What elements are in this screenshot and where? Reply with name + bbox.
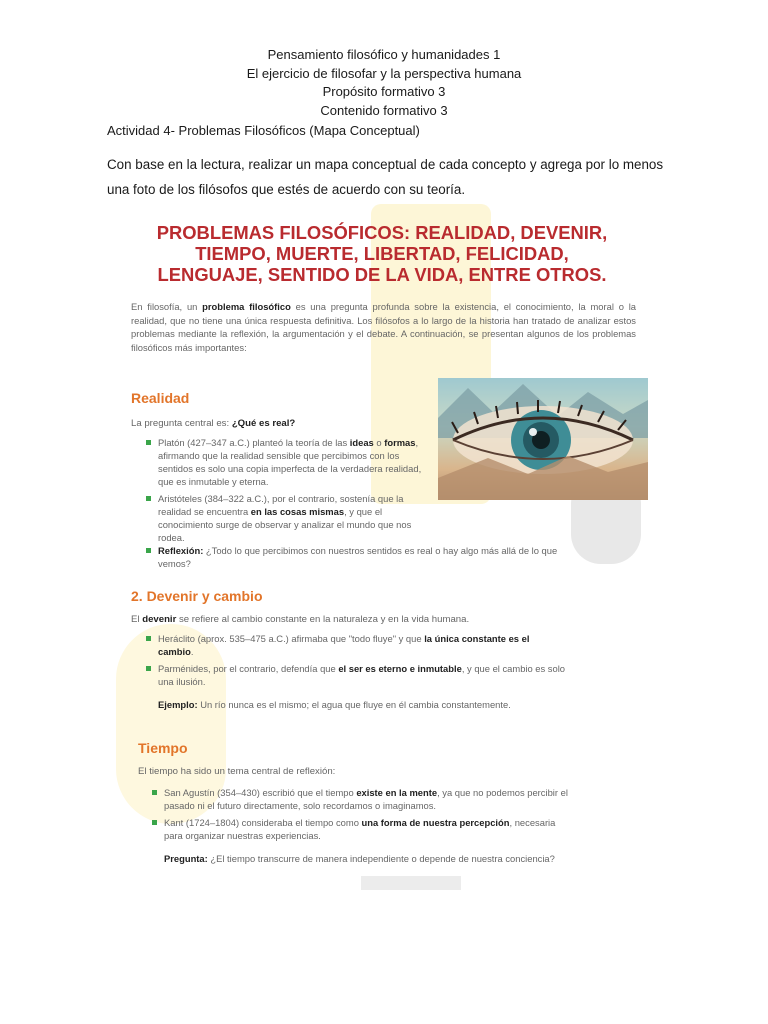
tiempo-list: [152, 786, 572, 846]
eye-icon: [438, 378, 648, 500]
realidad-list: [146, 436, 431, 548]
tiempo-question: Pregunta: ¿El tiempo transcurre de manera independiente o depende de nuestra conciencia?: [164, 853, 555, 864]
activity-title: Actividad 4- Problemas Filosóficos (Mapa Conceptual): [107, 123, 420, 138]
list-item: Aristóteles (384–322 a.C.), por el contrario, sostenía que la realidad se encuentra en las cosas mismas, y que el conocimiento surge de observar y analizar el mundo que nos rodea.: [146, 492, 431, 544]
document-header: [0, 46, 768, 120]
page-title: PROBLEMAS FILOSÓFICOS: REALIDAD, DEVENIR, TIEMPO, MUERTE, LIBERTAD, FELICIDAD, LENGUAJE, SENTIDO DE LA VIDA, ENTRE OTROS.: [156, 222, 608, 285]
watermark-shape: [361, 876, 461, 890]
tiempo-lead: El tiempo ha sido un tema central de reflexión:: [138, 766, 336, 777]
devenir-example: Ejemplo: Un río nunca es el mismo; el agua que fluye en él cambia constantemente.: [158, 699, 511, 710]
list-item: Heráclito (aprox. 535–475 a.C.) afirmaba que "todo fluye" y que la única constante es el cambio.: [146, 632, 566, 658]
purpose-label: Propósito formativo 3: [322, 84, 446, 99]
section-title-realidad: Realidad: [131, 390, 190, 406]
section-title-devenir: 2. Devenir y cambio: [131, 588, 263, 604]
list-item: San Agustín (354–430) escribió que el tiempo existe en la mente, ya que no podemos percibir el pasado ni el futuro directamente, solo recordamos o imaginamos.: [152, 786, 572, 812]
list-item: Reflexión: ¿Todo lo que percibimos con nuestros sentidos es real o hay algo más allá de lo que vemos?: [146, 544, 566, 570]
content-label: Contenido formativo 3: [320, 102, 448, 118]
instructions-text: Con base en la lectura, realizar un mapa conceptual de cada concepto y agrega por lo menos una foto de los filósofos que estés de acuerdo con su teoría.: [107, 157, 664, 197]
devenir-lead: El devenir se refiere al cambio constante en la naturaleza y en la vida humana.: [131, 614, 470, 625]
realidad-lead: La pregunta central es: ¿Qué es real?: [131, 418, 296, 429]
eye-landscape-photo: [438, 378, 648, 500]
devenir-list: [146, 632, 566, 692]
course-title: Pensamiento filosófico y humanidades 1: [267, 47, 501, 62]
subject-title: El ejercicio de filosofar y la perspectiva humana: [246, 65, 522, 81]
intro-paragraph: En filosofía, un problema filosófico es una pregunta profunda sobre la existencia, el conocimiento, la moral o la realidad, que no tiene una única respuesta definitiva. Los filósofos a lo largo de la historia han tratado de analizar estos problemas mediante la reflexión, la argumentación y el debate. A continuación, se presentan algunos de los problemas filosóficos más importantes:: [131, 301, 637, 353]
list-item: Platón (427–347 a.C.) planteó la teoría de las ideas o formas, afirmando que la realidad sensible que percibimos con los sentidos es solo una copia imperfecta de la verdadera realidad, que es inmutable y eterna.: [146, 436, 431, 488]
realidad-reflection: [146, 544, 566, 574]
embedded-textbook-page: [116, 204, 648, 890]
list-item: Kant (1724–1804) consideraba el tiempo como una forma de nuestra percepción, necesaria para organizar nuestras experiencias.: [152, 816, 572, 842]
section-title-tiempo: Tiempo: [138, 740, 188, 756]
list-item: Parménides, por el contrario, defendía que el ser es eterno e inmutable, y que el cambio es solo una ilusión.: [146, 662, 566, 688]
